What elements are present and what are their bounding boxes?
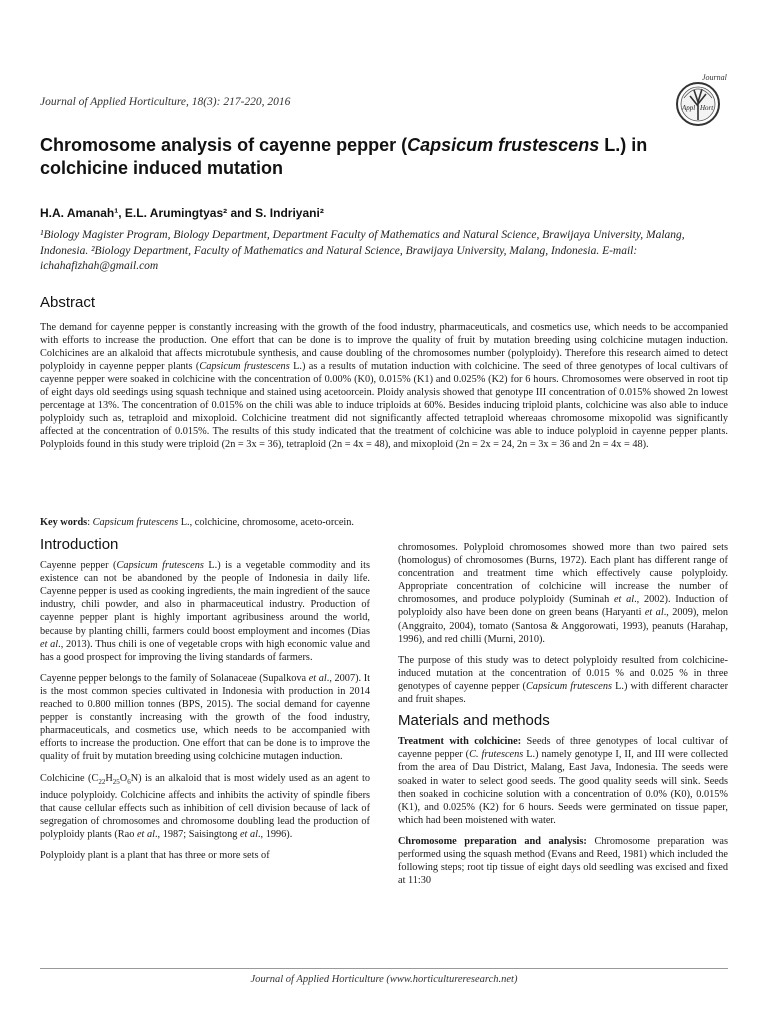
abstract-text-b: L.) as a results of mutation induction with colchicine. The seed of three genotypes of local cultivars of cayenne pepper were soaked in colchicine with the concentration of 0.00% (K0), 0.015% (K1) and 0.025% (K2) for 6 hours. Chromosomes were observed in root tip of eight days old seedings using squash technique and stained using acetoorcein. Ploidy analysis showed that genotype III concentration of 0.015% showed 2n lowest percentage at 13%. The concentration of 0.015% on the chili was able to induce triploids at 60%. Besides inducing triploid plants, colchicine was also able to induce polyploidy such as, tetraploid and mixoploid. Colchicine treatment did not significantly affected tetraploid whereaas chromosome mixopolid was significantly affected at the concentration of 0.015%. The results of this study indicated that the treatment of colchicine was able to induce polyploid in cayenne pepper plants. Polyploids found in this study were triploid (2n = 3x = 36), tetraploid (2n = 4x = 48), and mixoploid (2n = 2x = 24, 2n = 3x = 36 and 2n = 4x = 48). — [40, 361, 728, 451]
text-italic: et al — [308, 672, 327, 684]
text: Colchicine (C — [40, 772, 99, 784]
text: ., 2009), melon (Anggraito, 2004), tomato (Santosa & Anggorowati, 1993), peanuts (Harahap, 1996), and red chilli (Murni, 2010). — [398, 607, 729, 645]
journal-citation: Journal of Applied Horticulture, 18(3): 217-220, 2016 — [40, 96, 291, 108]
text: Cayenne pepper belongs to the family of Solanaceae (Supalkova — [40, 672, 309, 684]
journal-logo — [668, 72, 728, 128]
title-text-2: L.) in colchicine induced mutation — [40, 135, 648, 178]
text-italic: et al — [40, 638, 59, 650]
text-italic: Capsicum frutescens — [116, 560, 204, 572]
subscript: 25 — [112, 777, 120, 786]
paper-title — [40, 134, 660, 180]
title-text-1: Chromosome analysis of cayenne pepper ( — [40, 135, 408, 155]
text: O — [119, 772, 128, 784]
abstract-body — [40, 321, 728, 451]
intro-paragraph-2 — [40, 672, 370, 764]
right-paragraph-1 — [398, 541, 728, 646]
text: ., 1996). — [257, 828, 293, 840]
authors: H.A. Amanah¹, E.L. Arumingtyas² and S. Indriyani² — [40, 206, 324, 220]
intro-paragraph-1 — [40, 559, 370, 664]
affiliations: ¹Biology Magister Program, Biology Department, Department Faculty of Mathematics and Natural Science, Brawijaya University, Malang, Indonesia. ²Biology Department, Faculty of Mathematics and Natural Science, Brawijaya University, Malang, Indonesia. E-mail: ichahafizhah@gmail.com — [40, 229, 685, 272]
run-in-heading: Chromosome preparation and analysis: — [398, 835, 587, 847]
text: ., 1987; Saisingtong — [154, 828, 240, 840]
text: N) is an alkaloid that is most widely used as an agent to induce polyploidy. Colchicine affects and inhibits the activity of spindle fibers that cause cellular effects such as inhibition of cell division because of lack of segregation of chromosomes and chromosome doubling lead the production of polyploidy plants (Rao — [40, 772, 370, 840]
right-column — [398, 541, 728, 895]
treatment-paragraph — [398, 735, 728, 827]
text: The purpose of this study was to detect polyploidy resulted from colchicine-induced mutation at the concentration of 0.015 % and 0.025 % in three genotypes of cayenne pepper ( — [398, 654, 728, 692]
keywords-rest: L., colchicine, chromosome, aceto-orcein. — [178, 517, 354, 528]
page-footer: Journal of Applied Horticulture (www.horticultureresearch.net) — [250, 974, 518, 985]
right-paragraph-2 — [398, 654, 728, 706]
text: ., 2002). Induction of polyploidy also have been done on green beans (Haryanti — [398, 594, 728, 619]
text-italic: et al — [644, 607, 664, 619]
text-italic: et al — [239, 828, 258, 840]
text-italic: et al — [136, 828, 155, 840]
introduction-heading: Introduction — [40, 536, 119, 553]
logo-top-text: Journal — [702, 73, 727, 82]
text: Cayenne pepper ( — [40, 560, 117, 572]
keywords-species: Capsicum frutescens — [92, 517, 179, 528]
logo-right-text: Hort — [700, 104, 714, 112]
run-in-heading: Treatment with colchicine: — [398, 736, 522, 748]
text: chromosomes. Polyploid chromosomes showed more than two paired sets (homologus) of chromosomes (Burns, 1972). Each plant has different range of concentration and treatment time which effectively cause polyploidy. Appropriate concentration of colchicine will increase the number of chromosomes, and produce polyploidy (Suminah — [398, 542, 728, 606]
footer-divider — [40, 968, 728, 969]
text: H — [105, 772, 113, 784]
abstract-text-a: The demand for cayenne pepper is constantly increasing with the growth of the food industry, pharmaceuticals, and cosmetics use, which needs to be accompanied with efforts to increase the production. One effort that can be done is to improve the quality of fruit by mutation breeding using colchicine mutagen induction. Colchicines are an alkaloid that affects microtubule synthesis, and cause doubling of the chromosomes number (polyploidy). Therefore this research aimed to detect polyploidy in cayenne pepper plants ( — [40, 322, 728, 373]
text: Chromosome preparation was performed using the squash method (Evans and Reed, 1981) which included the following steps; root tip tissue of eight days old seedling was excised and fixed at 11:30 — [398, 835, 728, 887]
intro-paragraph-3 — [40, 772, 370, 842]
intro-paragraph-4: Polyploidy plant is a plant that has three or more sets of — [40, 850, 270, 862]
abstract-species: Capsicum frustescens — [199, 361, 290, 373]
logo-left-text: Appl — [682, 104, 696, 112]
subscript: 6 — [127, 777, 131, 786]
text: Seeds of three genotypes of local cultivar of cayenne pepper ( — [398, 736, 728, 761]
subscript: 22 — [98, 777, 106, 786]
text: ., 2013). Thus chili is one of vegetable crops with high economic value and has a good prospect for improving the living standards of farmers. — [40, 638, 370, 663]
text-italic: et al — [613, 594, 635, 606]
chromosome-prep-paragraph — [398, 835, 728, 887]
abstract-heading: Abstract — [40, 294, 96, 311]
text: L.) with different character and fruit shapes. — [398, 680, 729, 706]
left-column — [40, 538, 370, 870]
text: L.) namely genotype I, II, and III were collected from the area of Dau District, Malang, East Java, Indonesia. The seeds were soaked in water to select good seeds. The good quality seeds will sink. Seeds then soaked in cochicine solution with a concentration of 0.0% (K0), 0.015% (K1), and 0.025% (K2) for 6 hours. Seeds were germinated on tissue paper, which had been moistened with water. — [398, 749, 728, 826]
keywords: Key words: Capsicum frutescens L., colchicine, chromosome, aceto-orcein. — [40, 517, 354, 528]
text-italic: Capsicum frutescens — [525, 680, 612, 692]
title-species: Capsicum frustescens — [407, 135, 600, 155]
text: ., 2007). It is the most common species cultivated in Indonesia with production in 2014 reached to 0.800 million tonnes (BPS, 2015). The social demand for cayenne pepper is constantly increasing with the growth of the food industry, pharmaceuticals, and cosmetics use, which needs to be accompanied with efforts to increase the production. One effort that can be done is to improve the quality of fruit by mutation breeding using colchicine mutagen induction. — [40, 672, 370, 763]
text-italic: C. frutescens — [469, 749, 524, 761]
keywords-label: Key words — [40, 517, 88, 528]
text: L.) is a vegetable commodity and its existence can not be abandoned by the people of Indonesia in daily life. Cayenne pepper is used as cooking ingredients, the main ingredient of the sauce industry, chili powder, and also in pharmaceutical industry. Production of cayenne pepper plant is highly important agribusiness around the world, because by planting chilli, farmers could boost employment and incomes (Dias — [40, 560, 370, 637]
materials-methods-heading: Materials and methods — [398, 712, 550, 730]
